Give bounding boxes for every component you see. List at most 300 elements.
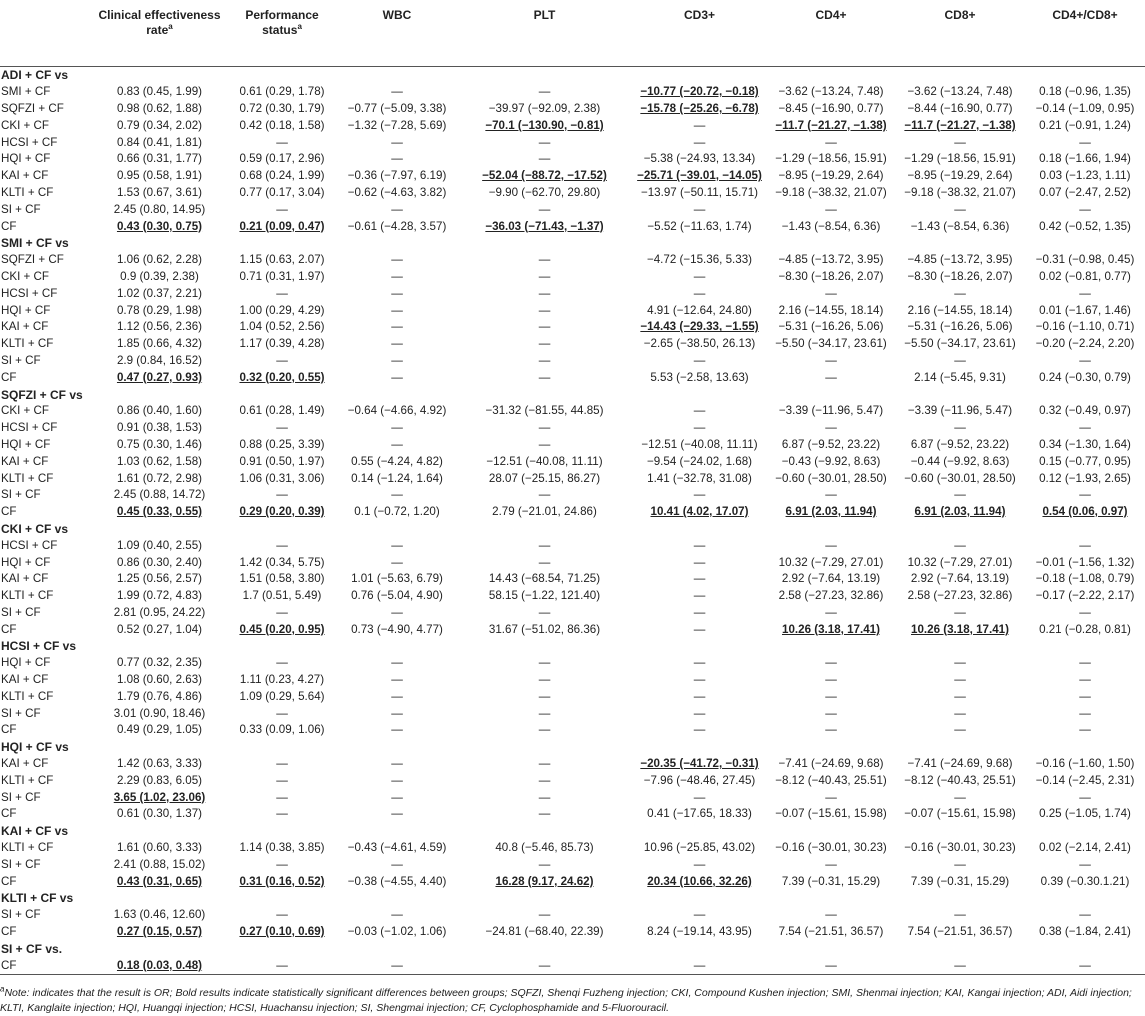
cell-value: — — [693, 421, 706, 435]
table-cell — [767, 571, 895, 588]
cell-value: — — [276, 790, 288, 804]
cell-value: −8.45 (−16.90, 0.77) — [778, 101, 884, 115]
cell-value: — — [693, 857, 706, 871]
table-cell — [227, 605, 337, 622]
table-cell — [92, 655, 227, 672]
table-row — [0, 185, 1145, 202]
table-cell — [337, 873, 457, 890]
table-cell — [632, 151, 767, 168]
table-cell — [895, 470, 1025, 487]
table-cell — [92, 218, 227, 235]
cell-value: 10.32 (−7.29, 27.01) — [778, 555, 884, 569]
table-cell — [767, 924, 895, 941]
table-cell — [92, 907, 227, 924]
row-label: CF — [1, 874, 17, 888]
cell-value: 58.15 (−1.22, 121.40) — [488, 589, 601, 603]
cell-value: — — [693, 538, 706, 552]
table-cell — [632, 285, 767, 302]
table-cell — [895, 672, 1025, 689]
cell-value: 1.11 (0.23, 4.27) — [239, 673, 325, 687]
table-cell — [767, 403, 895, 420]
table-cell — [1025, 789, 1145, 806]
table-cell — [767, 470, 895, 487]
row-label: KLTI + CF — [1, 471, 54, 485]
cell-value: 0.01 (−1.67, 1.46) — [1039, 303, 1131, 317]
cell-value: 0.03 (−1.23, 1.11) — [1039, 169, 1131, 183]
table-cell — [337, 134, 457, 151]
cell-value: 1.01 (−5.63, 6.79) — [351, 572, 443, 586]
cell-value: −4.72 (−15.36, 5.33) — [646, 253, 753, 267]
column-header-label: PLT — [533, 8, 556, 22]
cell-value: 10.96 (−25.85, 43.02) — [643, 841, 756, 855]
cell-value: −5.52 (−11.63, 1.74) — [647, 219, 752, 233]
table-cell — [767, 789, 895, 806]
cell-value: −8.30 (−18.26, 2.07) — [778, 269, 884, 283]
table-cell — [767, 269, 895, 286]
cell-value: 1.06 (0.62, 2.28) — [116, 253, 203, 267]
cell-value: 1.42 (0.34, 5.75) — [239, 555, 325, 569]
cell-value: — — [276, 757, 288, 771]
table-cell — [92, 84, 227, 101]
row-label: KAI + CF — [1, 320, 49, 334]
row-label: HQI + CF — [1, 656, 51, 670]
table-cell — [632, 756, 767, 773]
cell-value: — — [1079, 857, 1091, 871]
row-label: KLTI + CF — [1, 185, 54, 199]
table-cell — [337, 772, 457, 789]
significant-value: −11.7 (−21.27, −1.38) — [775, 118, 887, 132]
table-cell — [895, 621, 1025, 638]
cell-value: 1.61 (0.60, 3.33) — [116, 841, 203, 855]
cell-value: — — [391, 488, 403, 502]
table-cell — [895, 437, 1025, 454]
table-cell — [895, 856, 1025, 873]
row-label: KAI + CF — [1, 673, 49, 687]
table-cell — [457, 470, 632, 487]
table-cell — [457, 605, 632, 622]
table-cell — [1025, 856, 1145, 873]
table-cell — [337, 319, 457, 336]
table-cell — [227, 336, 337, 353]
table-cell — [457, 554, 632, 571]
cell-value: 0.77 (0.17, 3.04) — [239, 185, 325, 199]
cell-value: — — [954, 353, 966, 367]
table-cell — [767, 185, 895, 202]
cell-value: 1.06 (0.31, 3.06) — [239, 471, 325, 485]
table-cell — [92, 554, 227, 571]
cell-value: — — [1079, 202, 1091, 216]
table-cell — [457, 134, 632, 151]
table-cell — [767, 840, 895, 857]
table-cell — [895, 957, 1025, 974]
cell-value: — — [391, 253, 403, 267]
cell-value: 1.25 (0.56, 2.57) — [116, 572, 203, 586]
table-cell — [227, 185, 337, 202]
column-header-label: CD4+/CD8+ — [1052, 8, 1118, 22]
cell-value: — — [391, 202, 403, 216]
table-cell — [337, 907, 457, 924]
table-row — [0, 470, 1145, 487]
cell-value: 1.00 (0.29, 4.29) — [239, 303, 325, 317]
table-cell — [1025, 84, 1145, 101]
cell-value: — — [538, 421, 551, 435]
cell-value: −1.43 (−8.54, 6.36) — [910, 219, 1010, 233]
cell-value: — — [391, 85, 403, 99]
table-cell — [895, 168, 1025, 185]
table-body — [0, 67, 1145, 975]
cell-value: — — [693, 572, 706, 586]
cell-value: 14.43 (−68.54, 71.25) — [488, 572, 601, 586]
table-cell — [767, 285, 895, 302]
cell-value: 1.51 (0.58, 3.80) — [239, 572, 325, 586]
cell-value: — — [954, 135, 966, 149]
cell-value: 1.04 (0.52, 2.56) — [239, 320, 325, 334]
cell-value: 2.58 (−27.23, 32.86) — [907, 589, 1013, 603]
table-cell — [632, 470, 767, 487]
cell-value: 0.76 (−5.04, 4.90) — [351, 589, 443, 603]
table-cell — [457, 285, 632, 302]
cell-value: — — [391, 656, 403, 670]
table-cell — [767, 873, 895, 890]
table-row — [0, 420, 1145, 437]
table-cell — [1025, 403, 1145, 420]
cell-value: −7.41 (−24.69, 9.68) — [778, 757, 884, 771]
table-cell — [895, 269, 1025, 286]
cell-value: 6.87 (−9.52, 23.22) — [781, 437, 881, 451]
cell-value: 1.09 (0.40, 2.55) — [116, 538, 203, 552]
cell-value: — — [276, 538, 288, 552]
cell-value: 1.14 (0.38, 3.85) — [239, 841, 325, 855]
table-cell — [632, 705, 767, 722]
table-cell — [92, 101, 227, 118]
table-cell — [337, 252, 457, 269]
cell-value: — — [538, 269, 551, 283]
column-header-label: CD4+ — [815, 8, 847, 22]
table-cell — [632, 554, 767, 571]
cell-value: −0.07 (−15.61, 15.98) — [904, 807, 1016, 821]
cell-value: 0.21 (−0.28, 0.81) — [1039, 622, 1131, 636]
cell-value: — — [276, 773, 288, 787]
cell-value: — — [276, 908, 288, 922]
cell-value: — — [538, 353, 551, 367]
table-cell — [895, 772, 1025, 789]
table-row — [0, 621, 1145, 638]
table-cell — [632, 655, 767, 672]
cell-value: — — [276, 488, 288, 502]
table-row — [0, 101, 1145, 118]
cell-value: — — [391, 555, 403, 569]
cell-value: −1.32 (−7.28, 5.69) — [347, 118, 447, 132]
cell-value: 0.18 (−0.96, 1.35) — [1039, 85, 1131, 99]
table-cell — [92, 705, 227, 722]
significant-value: 6.91 (2.03, 11.94) — [914, 505, 1006, 519]
cell-value: −0.18 (−1.08, 0.79) — [1035, 572, 1135, 586]
cell-value: −12.51 (−40.08, 11.11) — [486, 454, 603, 468]
table-cell — [457, 201, 632, 218]
cell-value: — — [538, 958, 551, 972]
column-header-label: Clinical effectiveness rate — [98, 8, 221, 37]
table-row — [0, 504, 1145, 521]
cell-value: — — [1079, 488, 1091, 502]
cell-value: −9.18 (−38.32, 21.07) — [775, 185, 887, 199]
cell-value: — — [825, 908, 837, 922]
row-label: KLTI + CF — [1, 841, 54, 855]
table-cell — [895, 605, 1025, 622]
cell-value: 2.79 (−21.01, 24.86) — [492, 505, 597, 519]
column-header — [632, 0, 767, 67]
cell-value: 0.61 (0.30, 1.37) — [116, 807, 203, 821]
table-cell — [457, 218, 632, 235]
table-cell — [457, 151, 632, 168]
cell-value: — — [1079, 908, 1091, 922]
table-cell — [227, 84, 337, 101]
significant-value: −25.71 (−39.01, −14.05) — [637, 169, 762, 183]
table-cell — [337, 101, 457, 118]
table-cell — [895, 420, 1025, 437]
cell-value: 1.99 (0.72, 4.83) — [116, 589, 203, 603]
row-label: KAI + CF — [1, 454, 49, 468]
table-cell — [457, 722, 632, 739]
table-row — [0, 353, 1145, 370]
table-cell — [92, 840, 227, 857]
table-row — [0, 907, 1145, 924]
table-cell — [337, 453, 457, 470]
table-cell — [895, 403, 1025, 420]
table-cell — [1025, 101, 1145, 118]
table-cell — [632, 605, 767, 622]
table-cell — [92, 672, 227, 689]
table-cell — [92, 756, 227, 773]
table-cell — [92, 302, 227, 319]
table-cell — [895, 722, 1025, 739]
table-cell — [92, 873, 227, 890]
cell-value: −9.54 (−24.02, 1.68) — [646, 454, 753, 468]
cell-value: — — [538, 908, 551, 922]
significant-value: 10.26 (3.18, 17.41) — [782, 622, 880, 636]
table-cell — [457, 688, 632, 705]
table-cell — [895, 302, 1025, 319]
cell-value: — — [538, 85, 551, 99]
table-cell — [1025, 168, 1145, 185]
cell-value: −3.39 (−11.96, 5.47) — [778, 404, 884, 418]
column-header-label: CD3+ — [683, 8, 715, 22]
table-cell — [227, 437, 337, 454]
cell-value: — — [276, 286, 288, 300]
cell-value: −3.39 (−11.96, 5.47) — [907, 404, 1013, 418]
cell-value: — — [538, 807, 551, 821]
table-cell — [767, 134, 895, 151]
table-cell — [457, 437, 632, 454]
table-cell — [1025, 840, 1145, 857]
row-label: CKI + CF — [1, 118, 49, 132]
significant-value: 20.34 (10.66, 32.26) — [647, 874, 752, 888]
column-header-label: WBC — [382, 8, 412, 22]
table-cell — [1025, 722, 1145, 739]
table-cell — [1025, 756, 1145, 773]
table-cell — [457, 504, 632, 521]
cell-value: — — [825, 202, 837, 216]
cell-value: 7.54 (−21.51, 36.57) — [907, 925, 1013, 939]
group-title: SI + CF vs. — [1, 941, 63, 956]
cell-value: −13.97 (−50.11, 15.71) — [640, 185, 759, 199]
cell-value: 2.14 (−5.45, 9.31) — [914, 370, 1006, 384]
table-cell — [895, 756, 1025, 773]
column-header — [457, 0, 632, 67]
cell-value: — — [276, 605, 288, 619]
table-row — [0, 453, 1145, 470]
table-cell — [227, 806, 337, 823]
cell-value: 0.18 (−1.66, 1.94) — [1039, 152, 1131, 166]
group-title: ADI + CF vs — [1, 68, 69, 83]
table-cell — [895, 873, 1025, 890]
table-cell — [1025, 252, 1145, 269]
table-row — [0, 789, 1145, 806]
group-title: SQFZI + CF vs — [1, 387, 83, 402]
table-cell — [337, 84, 457, 101]
table-cell — [227, 571, 337, 588]
significant-value: 0.54 (0.06, 0.97) — [1042, 505, 1128, 519]
table-row — [0, 571, 1145, 588]
row-label: KAI + CF — [1, 757, 49, 771]
row-label: SI + CF — [1, 908, 41, 922]
cell-value: −0.62 (−4.63, 3.82) — [347, 185, 447, 199]
cell-value: −0.64 (−4.66, 4.92) — [347, 404, 447, 418]
cell-value: 0.49 (0.29, 1.05) — [116, 723, 203, 737]
cell-value: — — [1079, 605, 1091, 619]
cell-value: −0.60 (−30.01, 28.50) — [904, 471, 1016, 485]
row-label: CKI + CF — [1, 404, 49, 418]
table-cell — [767, 151, 895, 168]
row-label: SQFZI + CF — [1, 253, 64, 267]
cell-value: — — [954, 790, 966, 804]
column-header — [767, 0, 895, 67]
table-cell — [92, 504, 227, 521]
table-cell — [767, 117, 895, 134]
table-cell — [1025, 873, 1145, 890]
table-cell — [632, 336, 767, 353]
table-cell — [632, 218, 767, 235]
table-cell — [227, 269, 337, 286]
cell-value: −0.16 (−30.01, 30.23) — [775, 841, 887, 855]
cell-value: −12.51 (−40.08, 11.11) — [641, 437, 758, 451]
table-cell — [92, 470, 227, 487]
significant-value: 0.43 (0.30, 0.75) — [116, 219, 203, 233]
table-cell — [632, 588, 767, 605]
table-cell — [1025, 470, 1145, 487]
cell-value: — — [538, 773, 551, 787]
table-cell — [337, 957, 457, 974]
table-cell — [632, 437, 767, 454]
cell-value: −0.20 (−2.24, 2.20) — [1035, 337, 1135, 351]
significant-value: 0.45 (0.33, 0.55) — [116, 505, 203, 519]
cell-value: — — [954, 706, 966, 720]
table-cell — [632, 621, 767, 638]
group-header-row — [0, 638, 1145, 655]
table-cell — [457, 873, 632, 890]
row-label: HCSI + CF — [1, 538, 58, 552]
cell-value: 2.58 (−27.23, 32.86) — [778, 589, 884, 603]
cell-value: 0.21 (−0.91, 1.24) — [1039, 118, 1131, 132]
cell-value: −0.61 (−4.28, 3.57) — [347, 219, 447, 233]
cell-value: 0.88 (0.25, 3.39) — [239, 437, 325, 451]
cell-value: — — [825, 421, 837, 435]
header-footnote-marker: a — [168, 22, 173, 31]
table-cell — [767, 672, 895, 689]
group-header-row — [0, 823, 1145, 840]
table-cell — [1025, 554, 1145, 571]
table-cell — [457, 705, 632, 722]
table-row — [0, 554, 1145, 571]
table-cell — [337, 504, 457, 521]
significant-value: 0.21 (0.09, 0.47) — [239, 219, 325, 233]
cell-value: −3.62 (−13.24, 7.48) — [778, 85, 884, 99]
table-cell — [632, 873, 767, 890]
table-cell — [227, 789, 337, 806]
cell-value: — — [391, 286, 403, 300]
table-cell — [767, 756, 895, 773]
significant-value: 0.47 (0.27, 0.93) — [116, 370, 203, 384]
table-cell — [457, 302, 632, 319]
table-cell — [1025, 571, 1145, 588]
table-cell — [632, 319, 767, 336]
table-cell — [767, 218, 895, 235]
cell-value: — — [1079, 135, 1091, 149]
cell-value: — — [391, 437, 403, 451]
cell-value: −8.95 (−19.29, 2.64) — [907, 169, 1013, 183]
cell-value: — — [538, 757, 551, 771]
row-label: SI + CF — [1, 605, 41, 619]
table-cell — [895, 134, 1025, 151]
table-cell — [1025, 285, 1145, 302]
cell-value: — — [693, 656, 706, 670]
table-cell — [337, 185, 457, 202]
cell-value: — — [538, 790, 551, 804]
row-label: KLTI + CF — [1, 337, 54, 351]
cell-value: — — [954, 908, 966, 922]
cell-value: −8.12 (−40.43, 25.51) — [904, 773, 1016, 787]
table-cell — [337, 705, 457, 722]
table-cell — [457, 655, 632, 672]
significant-value: −15.78 (−25.26, −6.78) — [640, 101, 759, 115]
table-cell — [1025, 134, 1145, 151]
cell-value: 1.09 (0.29, 5.64) — [239, 689, 325, 703]
table-cell — [632, 185, 767, 202]
table-cell — [767, 907, 895, 924]
table-cell — [227, 201, 337, 218]
row-label: SI + CF — [1, 790, 41, 804]
table-cell — [227, 319, 337, 336]
table-row — [0, 151, 1145, 168]
row-label: CF — [1, 807, 17, 821]
cell-value: 0.91 (0.38, 1.53) — [116, 421, 203, 435]
table-cell — [92, 285, 227, 302]
table-cell — [92, 437, 227, 454]
table-row — [0, 924, 1145, 941]
column-header-label: Performance status — [245, 8, 319, 37]
table-cell — [1025, 924, 1145, 941]
cell-value: — — [538, 857, 551, 871]
table-cell — [1025, 688, 1145, 705]
cell-value: — — [391, 353, 403, 367]
table-cell — [632, 101, 767, 118]
table-cell — [457, 336, 632, 353]
table-cell — [92, 353, 227, 370]
cell-value: — — [825, 958, 837, 972]
cell-value: — — [1079, 353, 1091, 367]
cell-value: — — [538, 437, 551, 451]
table-cell — [92, 403, 227, 420]
cell-value: −31.32 (−81.55, 44.85) — [485, 404, 604, 418]
